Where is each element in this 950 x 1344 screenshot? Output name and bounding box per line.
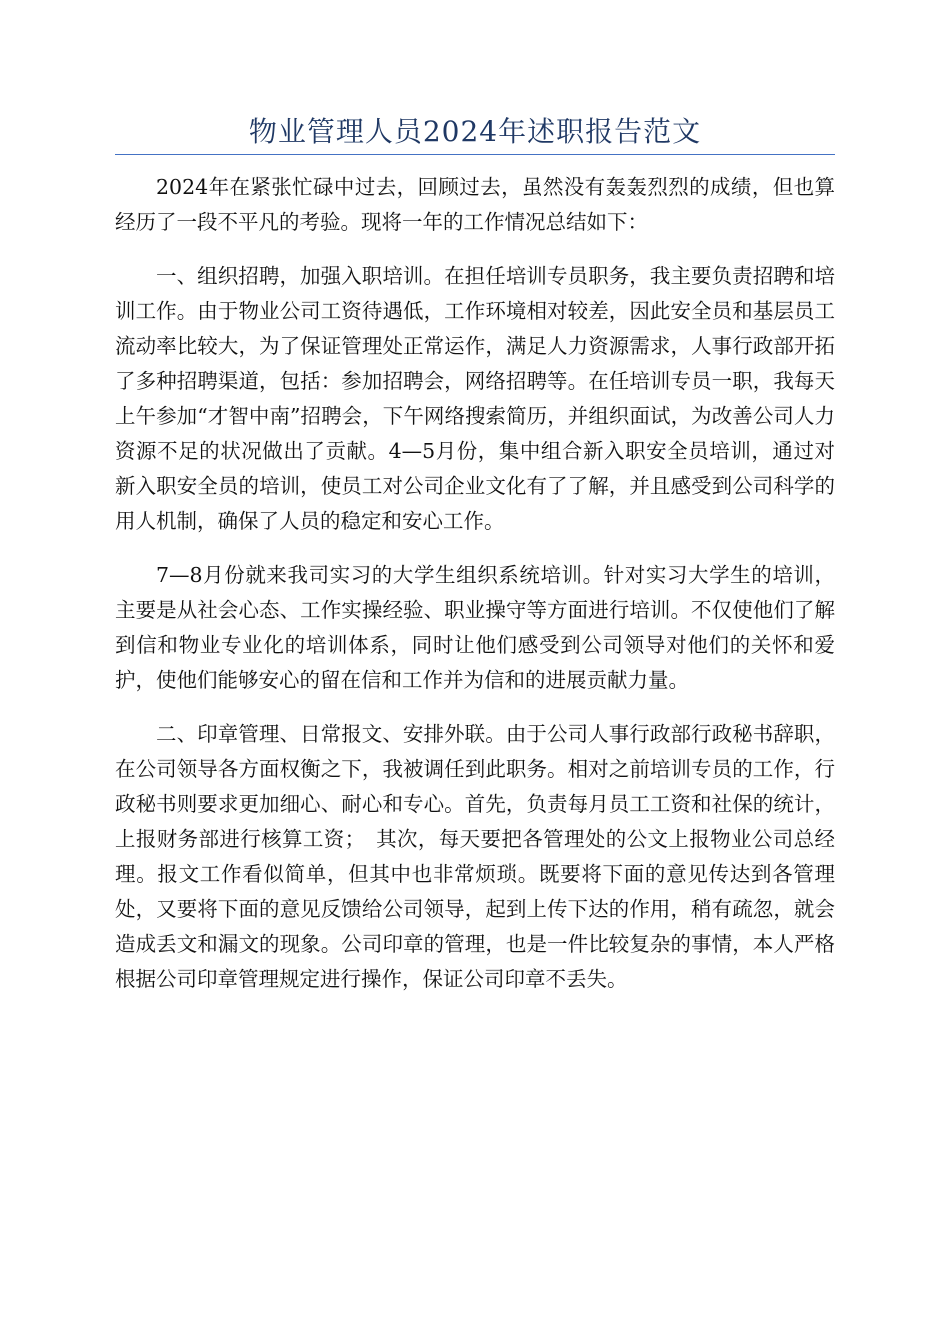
paragraph-intern-training: 7—8月份就来我司实习的大学生组织系统培训。针对实习大学生的培训，主要是从社会心态、工作实操经验、职业操守等方面进行培训。不仅使他们了解到信和物业专业化的培训体系，同时让他们感受到公司领导对他们的关怀和爱护，使他们能够安心的留在信和工作并为信和的进展贡献力量。	[115, 563, 835, 692]
paragraph-seal-management: 二、印章管理、日常报文、安排外联。由于公司人事行政部行政秘书辞职，在公司领导各方面权衡之下，我被调任到此职务。相对之前培训专员的工作，行政秘书则要求更加细心、耐心和专心。首先，负责每月员工工资和社保的统计，上报财务部进行核算工资； 其次，每天要把各管理处的公文上报物业公司总经理。报文工作看似简单，但其中也非常烦琐。既要将下面的意见传达到各管理处，又要将下面的意见反馈给公司领导，起到上传下达的作用，稍有疏忽，就会造成丢文和漏文的现象。公司印章的管理，也是一件比较复杂的事情，本人严格根据公司印章管理规定进行操作，保证公司印章不丢失。	[115, 722, 835, 991]
paragraph-recruitment: 一、组织招聘，加强入职培训。在担任培训专员职务，我主要负责招聘和培训工作。由于物业公司工资待遇低，工作环境相对较差，因此安全员和基层员工流动率比较大，为了保证管理处正常运作，满足人力资源需求，人事行政部开拓了多种招聘渠道，包括：参加招聘会，网络招聘等。在任培训专员一职，我每天上午参加“才智中南”招聘会，下午网络搜索简历，并组织面试，为改善公司人力资源不足的状况做出了贡献。4—5月份，集中组合新入职安全员培训，通过对新入职安全员的培训，使员工对公司企业文化有了了解，并且感受到公司科学的用人机制，确保了人员的稳定和安心工作。	[115, 264, 835, 533]
document-title: 物业管理人员2024年述职报告范文	[248, 115, 702, 148]
paragraph-intro: 2024年在紧张忙碌中过去，回顾过去，虽然没有轰轰烈烈的成绩，但也算经历了一段不平凡的考验。现将一年的工作情况总结如下：	[115, 175, 835, 234]
document-body	[115, 170, 835, 1016]
title-underline	[115, 154, 835, 155]
